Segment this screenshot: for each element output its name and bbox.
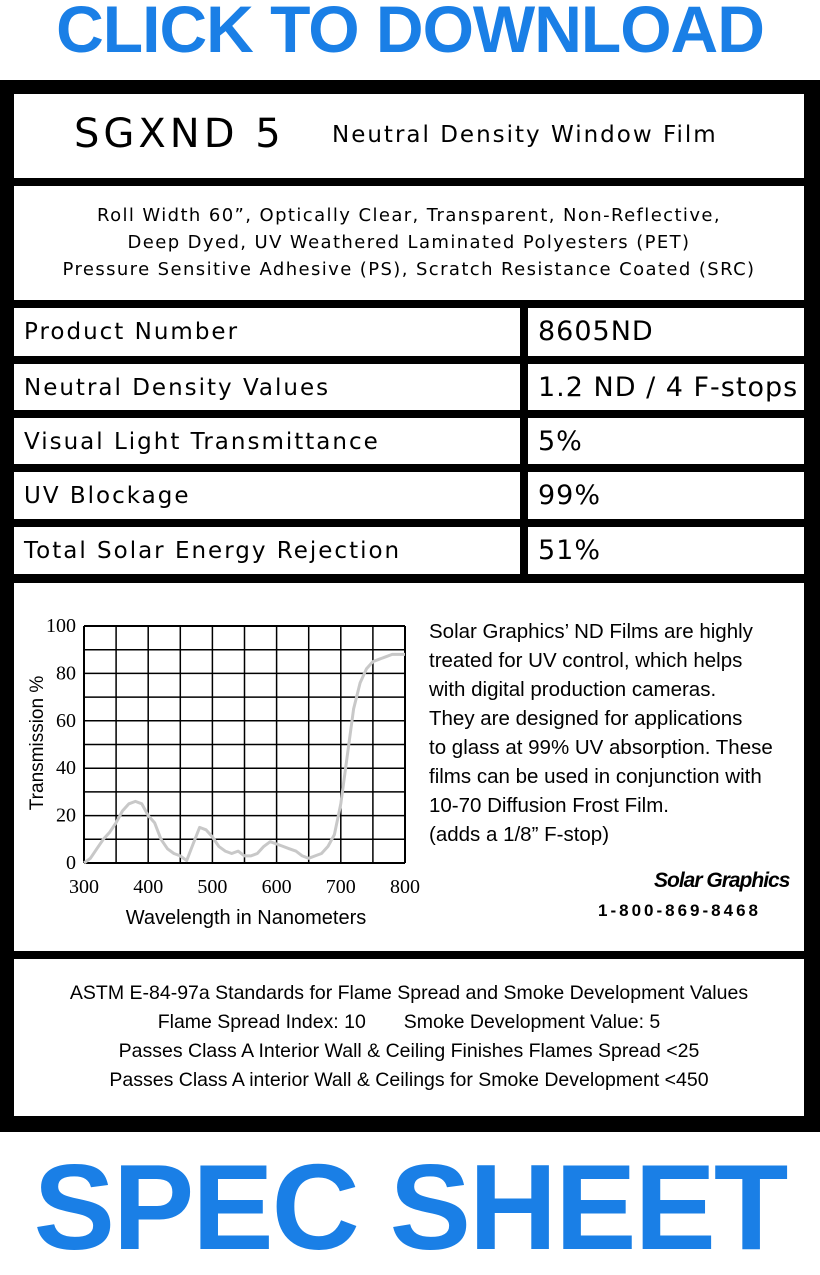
spec-label-cell xyxy=(14,527,520,574)
spec-label-cell xyxy=(14,364,520,410)
y-tick-label: 60 xyxy=(56,709,76,732)
phone-number: 1-800-869-8468 xyxy=(598,901,761,920)
y-tick-label: 100 xyxy=(46,615,76,637)
y-tick-label: 0 xyxy=(66,852,76,874)
chart-panel xyxy=(14,583,804,951)
x-tick-label: 600 xyxy=(261,876,292,898)
description-panel xyxy=(14,186,804,300)
y-tick-label: 80 xyxy=(56,662,76,685)
spec-value-cell xyxy=(528,527,804,574)
chart-description xyxy=(429,617,794,849)
chart-description-line: treated for UV control, which helps xyxy=(429,649,743,672)
standards-panel xyxy=(14,959,804,1116)
y-tick-label: 40 xyxy=(56,757,76,780)
chart-description-line: (adds a 1/8” F-stop) xyxy=(429,823,610,846)
y-axis-label: Transmission % xyxy=(27,675,48,811)
y-tick-label: 20 xyxy=(56,804,76,827)
product-subtitle: Neutral Density Window Film xyxy=(332,122,718,148)
x-axis-label: Wavelength in Nanometers xyxy=(125,907,367,929)
spec-value: 1.2 ND / 4 F-stops xyxy=(538,372,799,403)
spec-label: Neutral Density Values xyxy=(24,375,331,401)
x-tick-label: 500 xyxy=(197,876,228,898)
spec-label-cell xyxy=(14,418,520,464)
spec-label: UV Blockage xyxy=(24,483,191,509)
spec-value: 99% xyxy=(538,480,602,511)
spec-value: 8605ND xyxy=(538,316,654,347)
spec-value: 51% xyxy=(538,535,602,566)
chart-description-line: Solar Graphics’ ND Films are highly xyxy=(429,620,753,643)
chart-description-line: They are designed for applications xyxy=(429,707,743,730)
standards-line: Passes Class A Interior Wall & Ceiling Finishes Flames Spread <25 xyxy=(118,1040,700,1062)
spec-label-cell xyxy=(14,308,520,356)
spec-label: Product Number xyxy=(24,319,240,345)
product-title: SGXND 5 xyxy=(74,111,285,157)
spec-sheet-banner[interactable]: SPEC SHEET xyxy=(33,1139,787,1275)
x-tick-label: 300 xyxy=(69,876,99,898)
title-panel xyxy=(14,94,804,178)
chart-description-line: 10-70 Diffusion Frost Film. xyxy=(429,794,670,817)
standards-line: ASTM E-84-97a Standards for Flame Spread and Smoke Development Values xyxy=(69,982,749,1004)
x-tick-label: 700 xyxy=(325,876,356,898)
description-line: Roll Width 60”, Optically Clear, Transparent, Non-Reflective, xyxy=(97,205,721,226)
description-line: Deep Dyed, UV Weathered Laminated Polyesters (PET) xyxy=(127,232,691,253)
spec-value-cell xyxy=(528,418,804,464)
x-tick-label: 400 xyxy=(133,876,164,898)
chart-description-line: films can be used in conjunction with xyxy=(429,765,762,788)
description-line: Pressure Sensitive Adhesive (PS), Scratch Resistance Coated (SRC) xyxy=(62,259,756,280)
x-tick-label: 800 xyxy=(390,876,420,898)
standards-line: Flame Spread Index: 10 Smoke Development Value: 5 xyxy=(157,1011,661,1033)
standards-line: Passes Class A interior Wall & Ceilings for Smoke Development <450 xyxy=(109,1069,709,1091)
chart-description-line: to glass at 99% UV absorption. These xyxy=(429,736,773,759)
spec-value-cell xyxy=(528,472,804,519)
spec-value: 5% xyxy=(538,426,583,457)
spec-value-cell xyxy=(528,308,804,356)
spec-label: Total Solar Energy Rejection xyxy=(24,538,402,564)
download-link[interactable]: CLICK TO DOWNLOAD xyxy=(56,0,764,66)
brand-logo-text: Solar Graphics xyxy=(654,869,790,892)
spec-label-cell xyxy=(14,472,520,519)
spec-value-cell xyxy=(528,364,804,410)
spec-label: Visual Light Transmittance xyxy=(24,429,380,455)
chart-description-line: with digital production cameras. xyxy=(429,678,717,701)
